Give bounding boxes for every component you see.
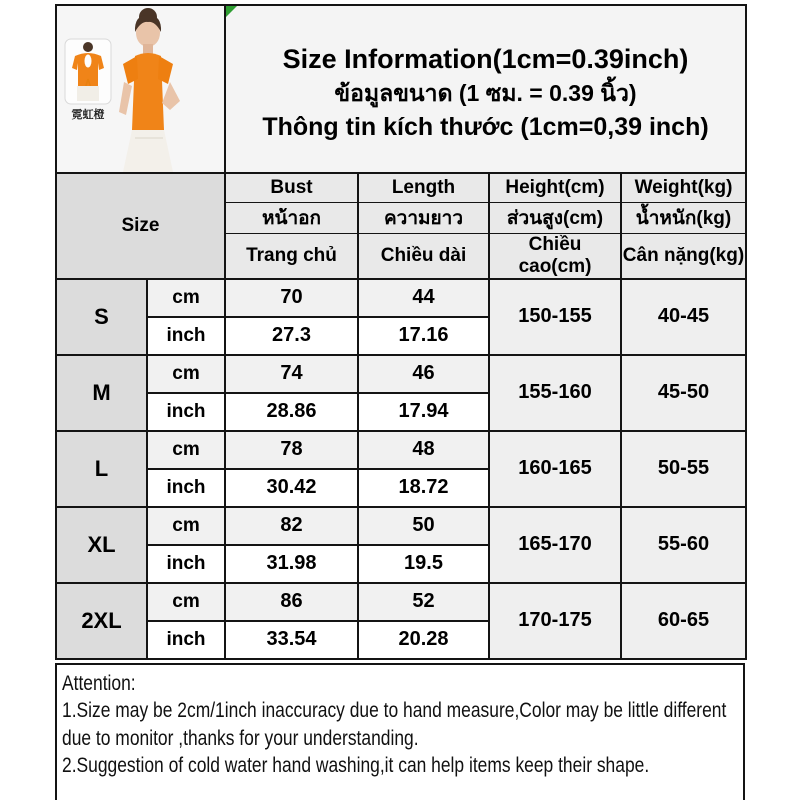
- col-header-bust-th: หน้าอก: [225, 202, 358, 233]
- weight-range-2xl: 60-65: [621, 583, 746, 659]
- unit-label-cm: cm: [147, 279, 225, 317]
- model-front-photo: [119, 8, 180, 172]
- height-range-m: 155-160: [489, 355, 621, 431]
- bust-inch-xl: 31.98: [225, 545, 358, 583]
- attention-line-3: 2.Suggestion of cold water hand washing,it can help items keep their shape.: [62, 754, 650, 777]
- weight-range-s: 40-45: [621, 279, 746, 355]
- col-header-length-th: ความยาว: [358, 202, 489, 233]
- size-chart-sheet: [55, 4, 745, 800]
- cell-corner-marker-icon: [226, 6, 237, 17]
- col-header-weight-vi: Cân nặng(kg): [621, 233, 746, 279]
- unit-label-inch: inch: [147, 545, 225, 583]
- col-header-weight-th: น้ำหนัก(kg): [621, 202, 746, 233]
- col-header-height-th: ส่วนสูง(cm): [489, 202, 621, 233]
- unit-label-cm: cm: [147, 583, 225, 621]
- length-cm-s: 44: [358, 279, 489, 317]
- product-photo: [57, 6, 225, 172]
- size-label-l: L: [56, 431, 147, 507]
- unit-label-inch: inch: [147, 393, 225, 431]
- colorway-thumbnail: [65, 39, 111, 121]
- col-header-length-en: Length: [358, 173, 489, 202]
- title-cell: [225, 5, 746, 173]
- size-label-2xl: 2XL: [56, 583, 147, 659]
- length-inch-m: 17.94: [358, 393, 489, 431]
- col-header-length-vi: Chiều dài: [358, 233, 489, 279]
- bust-cm-xl: 82: [225, 507, 358, 545]
- size-table: [55, 4, 747, 660]
- length-cm-l: 48: [358, 431, 489, 469]
- bust-cm-s: 70: [225, 279, 358, 317]
- size-label-m: M: [56, 355, 147, 431]
- height-range-s: 150-155: [489, 279, 621, 355]
- table-row-s-cm: [56, 279, 746, 317]
- length-inch-xl: 19.5: [358, 545, 489, 583]
- col-header-height-vi: Chiều cao(cm): [489, 233, 621, 279]
- col-header-height-en: Height(cm): [489, 173, 621, 202]
- attention-note-box: [55, 663, 745, 800]
- colorway-caption: 霓虹橙: [71, 108, 105, 121]
- col-header-weight-en: Weight(kg): [621, 173, 746, 202]
- height-range-2xl: 170-175: [489, 583, 621, 659]
- unit-label-cm: cm: [147, 507, 225, 545]
- product-image-cell: [56, 5, 225, 173]
- col-header-bust-vi: Trang chủ: [225, 233, 358, 279]
- unit-label-inch: inch: [147, 317, 225, 355]
- length-cm-2xl: 52: [358, 583, 489, 621]
- title-vietnamese: Thông tin kích thước (1cm=0,39 inch): [262, 112, 709, 141]
- length-cm-m: 46: [358, 355, 489, 393]
- bust-cm-2xl: 86: [225, 583, 358, 621]
- table-row-l-cm: [56, 431, 746, 469]
- size-column-header: Size: [56, 173, 225, 279]
- weight-range-xl: 55-60: [621, 507, 746, 583]
- title-thai: ข้อมูลขนาด (1 ซม. = 0.39 นิ้ว): [334, 79, 637, 106]
- unit-label-cm: cm: [147, 355, 225, 393]
- attention-heading: Attention:: [62, 671, 136, 695]
- height-range-l: 160-165: [489, 431, 621, 507]
- unit-label-inch: inch: [147, 469, 225, 507]
- height-range-xl: 165-170: [489, 507, 621, 583]
- bust-cm-m: 74: [225, 355, 358, 393]
- top-section: [56, 5, 746, 173]
- length-inch-2xl: 20.28: [358, 621, 489, 659]
- attention-line-1: 1.Size may be 2cm/1inch inaccuracy due to hand measure,Color may be little different: [62, 699, 727, 722]
- unit-label-cm: cm: [147, 431, 225, 469]
- table-row-m-cm: [56, 355, 746, 393]
- size-label-s: S: [56, 279, 147, 355]
- table-row-2xl-cm: [56, 583, 746, 621]
- unit-label-inch: inch: [147, 621, 225, 659]
- attention-line-2: due to monitor ,thanks for your understanding.: [62, 726, 419, 750]
- length-inch-s: 17.16: [358, 317, 489, 355]
- header-row-english: [56, 173, 746, 202]
- length-cm-xl: 50: [358, 507, 489, 545]
- bust-cm-l: 78: [225, 431, 358, 469]
- weight-range-m: 45-50: [621, 355, 746, 431]
- bust-inch-l: 30.42: [225, 469, 358, 507]
- table-row-xl-cm: [56, 507, 746, 545]
- col-header-bust-en: Bust: [225, 173, 358, 202]
- title-english: Size Information(1cm=0.39inch): [282, 43, 689, 74]
- bust-inch-s: 27.3: [225, 317, 358, 355]
- size-label-xl: XL: [56, 507, 147, 583]
- bust-inch-m: 28.86: [225, 393, 358, 431]
- weight-range-l: 50-55: [621, 431, 746, 507]
- length-inch-l: 18.72: [358, 469, 489, 507]
- bust-inch-2xl: 33.54: [225, 621, 358, 659]
